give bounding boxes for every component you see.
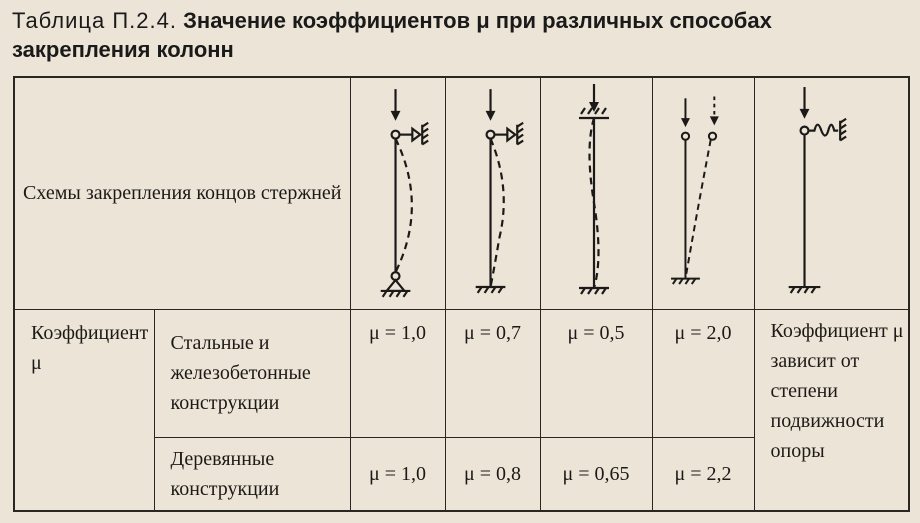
kind-cell-wood <box>154 437 350 511</box>
table-row-steel <box>14 309 909 437</box>
scheme-header-cell <box>14 77 350 309</box>
mu-value: μ = 0,65 <box>540 437 652 511</box>
mu-value: μ = 2,0 <box>652 309 754 437</box>
coefficient-label-cell <box>14 309 154 511</box>
schemes-row <box>14 77 909 309</box>
note-cell <box>754 309 909 511</box>
pinned-pinned-column-icon <box>351 78 445 308</box>
scheme-header-label: Схемы закрепления концов стержней <box>23 182 342 205</box>
coefficient-label: Коэффициент μ <box>31 321 149 374</box>
scheme-cell-5 <box>754 77 909 309</box>
kind-label-steel: Стальные и железобетонные конструкции <box>170 332 311 414</box>
table-title <box>12 6 912 64</box>
mu-value: μ = 2,2 <box>652 437 754 511</box>
scheme-cell-4 <box>652 77 754 309</box>
scheme-cell-3 <box>540 77 652 309</box>
mu-value: μ = 0,5 <box>540 309 652 437</box>
mu-value: μ = 1,0 <box>350 437 445 511</box>
table-caption: Значение коэффициентов μ при различных способах закрепления колонн <box>12 8 772 62</box>
scheme-cell-2 <box>445 77 540 309</box>
coefficient-table <box>13 76 910 512</box>
mu-value: μ = 1,0 <box>350 309 445 437</box>
fixed-elastic-support-column-icon <box>755 78 909 308</box>
fixed-free-column-icon <box>653 78 754 308</box>
kind-label-wood: Деревянные конструкции <box>170 447 280 500</box>
fixed-pinned-column-icon <box>446 78 540 308</box>
kind-cell-steel <box>154 309 350 437</box>
note-text: Коэффициент μ зависит от степени подвижности опоры <box>770 319 904 462</box>
mu-value: μ = 0,8 <box>445 437 540 511</box>
table-number: Таблица П.2.4. <box>12 8 177 33</box>
scheme-cell-1 <box>350 77 445 309</box>
fixed-fixed-column-icon <box>541 78 652 308</box>
mu-value: μ = 0,7 <box>445 309 540 437</box>
